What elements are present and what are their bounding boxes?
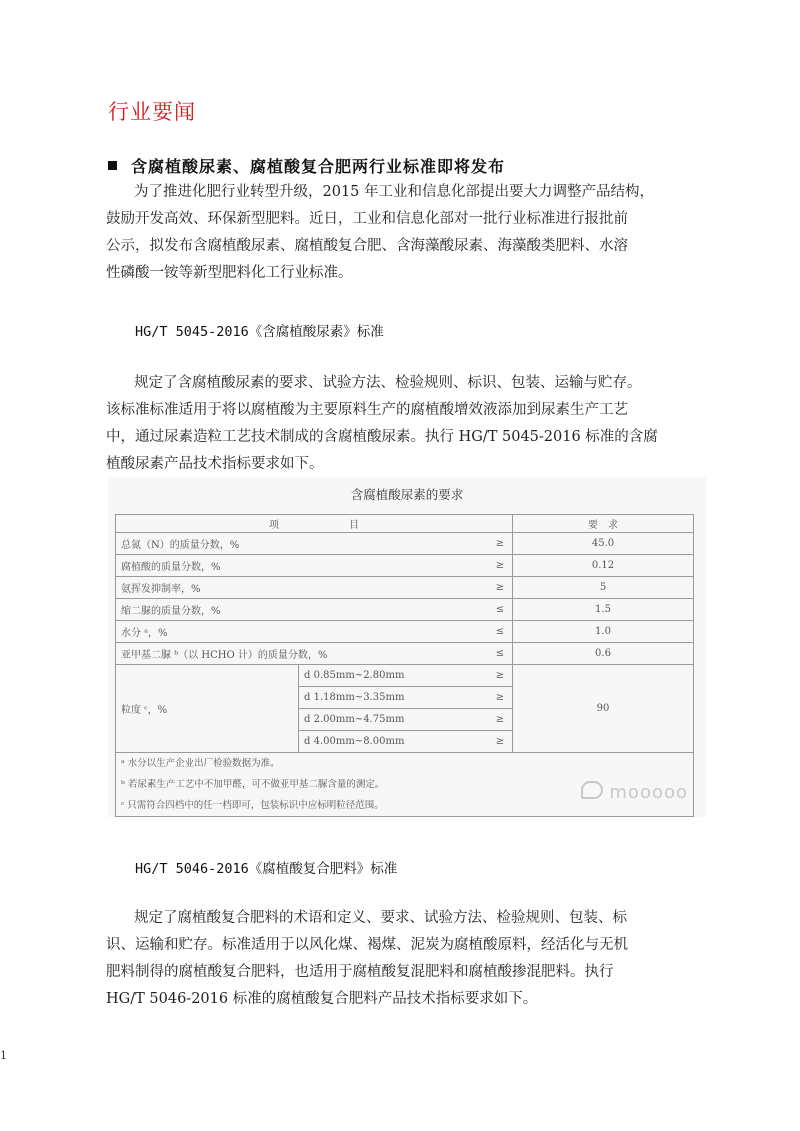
square-bullet-icon — [108, 161, 117, 170]
standard1-paragraph — [106, 370, 696, 478]
intro-line: 性磷酸一铵等新型肥料化工行业标准。 — [106, 265, 353, 281]
watermark — [581, 781, 688, 803]
row-item: 水分 ᵃ，% — [116, 621, 489, 643]
standard2-line: HG/T 5046-2016 标准的腐植酸复合肥料产品技术指标要求如下。 — [106, 991, 538, 1007]
granularity-symbol: ≥ — [488, 687, 513, 709]
standard1-line: 该标准标准适用于将以腐植酸为主要原料生产的腐植酸增效液添加到尿素生产工艺 — [106, 402, 628, 418]
granularity-range: d 0.85mm~2.80mm — [299, 665, 489, 687]
table-row — [116, 665, 694, 687]
intro-line: 公示，拟发布含腐植酸尿素、腐植酸复合肥、含海藻酸尿素、海藻酸类肥料、水溶 — [106, 238, 628, 254]
standard1-heading: HG/T 5045-2016《含腐植酸尿素》标准 — [135, 324, 384, 340]
row-value: 45.0 — [513, 533, 694, 555]
article-headline — [108, 154, 505, 177]
table-row — [116, 599, 694, 621]
row-symbol: ≤ — [488, 643, 513, 665]
header-requirement: 要 求 — [513, 515, 694, 533]
row-symbol: ≥ — [488, 577, 513, 599]
granularity-range: d 4.00mm~8.00mm — [299, 731, 489, 753]
requirements-table-figure — [108, 477, 706, 817]
row-value: 5 — [513, 577, 694, 599]
granularity-symbol: ≥ — [488, 709, 513, 731]
section-title: 行业要闻 — [108, 100, 196, 124]
row-item: 亚甲基二脲 ᵇ（以 HCHO 计）的质量分数，% — [116, 643, 489, 665]
page-number: 1 — [0, 1049, 7, 1062]
standard2-line: 识、运输和贮存。标准适用于以风化煤、褐煤、泥炭为腐植酸原料，经活化与无机 — [106, 937, 628, 953]
granularity-symbol: ≥ — [488, 665, 513, 687]
intro-line: 为了推进化肥行业转型升级，2015 年工业和信息化部提出要大力调整产品结构， — [134, 184, 655, 200]
row-item: 氨挥发抑制率，% — [116, 577, 489, 599]
table-row — [116, 533, 694, 555]
table-caption: 含腐植酸尿素的要求 — [350, 487, 464, 502]
intro-line: 鼓励开发高效、环保新型肥料。近日，工业和信息化部对一批行业标准进行报批前 — [106, 211, 628, 227]
table-row — [116, 621, 694, 643]
row-symbol: ≤ — [488, 621, 513, 643]
standard2-line: 肥料制得的腐植酸复合肥料，也适用于腐植酸复混肥料和腐植酸掺混肥料。执行 — [106, 964, 614, 980]
table-row — [116, 555, 694, 577]
table-row — [116, 643, 694, 665]
row-symbol: ≥ — [488, 533, 513, 555]
granularity-value: 90 — [513, 665, 694, 753]
chat-bubble-icon — [581, 781, 603, 799]
row-value: 1.5 — [513, 599, 694, 621]
granularity-range: d 1.18mm~3.35mm — [299, 687, 489, 709]
standard2-line: 规定了腐植酸复合肥料的术语和定义、要求、试验方法、检验规则、包装、标 — [134, 910, 627, 926]
requirements-table — [115, 514, 694, 817]
watermark-text: mooooo — [609, 782, 688, 803]
table-note: ᵃ 水分以生产企业出厂检验数据为准。 — [121, 758, 280, 769]
headline-text: 含腐植酸尿素、腐植酸复合肥两行业标准即将发布 — [131, 157, 506, 176]
table-header-row — [116, 515, 694, 533]
standard1-line: 植酸尿素产品技术指标要求如下。 — [106, 456, 324, 472]
row-value: 1.0 — [513, 621, 694, 643]
table-row — [116, 577, 694, 599]
header-item: 项 目 — [116, 515, 513, 533]
row-value: 0.12 — [513, 555, 694, 577]
intro-paragraph — [106, 179, 696, 287]
row-item: 总氮（N）的质量分数，% — [116, 533, 489, 555]
standard1-line: 中，通过尿素造粒工艺技术制成的含腐植酸尿素。执行 HG/T 5045-2016 标准的含腐 — [106, 429, 658, 445]
standard1-line: 规定了含腐植酸尿素的要求、试验方法、检验规则、标识、包装、运输与贮存。 — [134, 375, 642, 391]
row-symbol: ≥ — [488, 555, 513, 577]
granularity-label: 粒度 ᶜ，% — [116, 665, 299, 753]
table-note: ᶜ 只需符合四档中的任一档即可，包装标识中应标明粒径范围。 — [121, 800, 384, 811]
row-symbol: ≤ — [488, 599, 513, 621]
standard2-heading: HG/T 5046-2016《腐植酸复合肥料》标准 — [135, 861, 398, 877]
row-item: 腐植酸的质量分数，% — [116, 555, 489, 577]
table-note: ᵇ 若尿素生产工艺中不加甲醛，可不做亚甲基二脲含量的测定。 — [121, 779, 385, 790]
row-value: 0.6 — [513, 643, 694, 665]
granularity-range: d 2.00mm~4.75mm — [299, 709, 489, 731]
row-item: 缩二脲的质量分数，% — [116, 599, 489, 621]
granularity-symbol: ≥ — [488, 731, 513, 753]
standard2-paragraph — [106, 905, 696, 1013]
